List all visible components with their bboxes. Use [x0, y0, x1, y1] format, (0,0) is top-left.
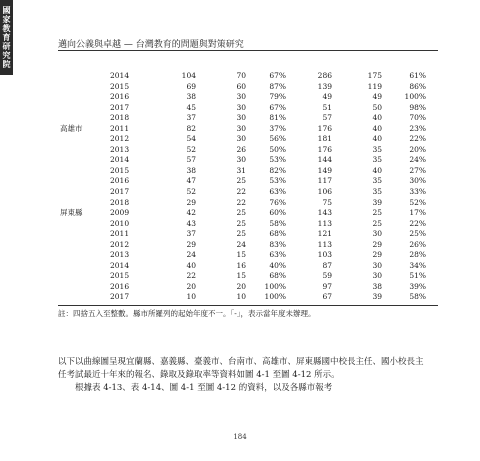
table-cell-year: 2011 — [110, 123, 130, 133]
table-cell-value: 25 — [236, 229, 246, 239]
table-cell-percent: 76% — [269, 197, 286, 207]
table-cell-year: 2015 — [110, 165, 130, 175]
table-cell-year: 2014 — [110, 155, 130, 165]
table-cell-value: 25 — [236, 218, 246, 228]
table-cell-year: 2018 — [110, 197, 130, 207]
table-cell-value: 51 — [322, 102, 332, 112]
table-cell-percent: 60% — [269, 208, 286, 218]
table-row — [58, 103, 440, 114]
table-row — [58, 271, 440, 282]
chapter-side-tab: 國家教育研究院 — [0, 0, 13, 75]
table-cell-city — [58, 103, 110, 114]
data-table — [58, 71, 440, 303]
table-cell-city — [58, 292, 110, 303]
table-cell-value: 30 — [236, 155, 246, 165]
table-cell-value: 144 — [317, 155, 332, 165]
table-cell-percent: 27% — [409, 165, 426, 175]
table-cell-value: 113 — [317, 239, 332, 249]
table-cell-value: 143 — [317, 208, 332, 218]
table-cell-city — [58, 134, 110, 145]
table-cell-value: 50 — [372, 102, 382, 112]
table-cell-city — [58, 219, 110, 230]
table-cell-value: 31 — [236, 165, 246, 175]
table-cell-city — [58, 145, 110, 156]
table-cell-value: 29 — [186, 239, 196, 249]
table-cell-year: 2017 — [110, 292, 130, 302]
table-cell-city: 屏東縣 — [60, 208, 83, 218]
table-cell-year: 2013 — [110, 144, 130, 154]
table-cell-percent: 82% — [269, 165, 286, 175]
table-cell-city — [58, 166, 110, 177]
table-cell-percent: 25% — [409, 229, 426, 239]
table-cell-value: 70 — [236, 71, 246, 80]
table-cell-percent: 20% — [409, 144, 426, 154]
table-cell-percent: 67% — [269, 102, 286, 112]
page-number: 184 — [233, 433, 247, 441]
table-cell-year: 2017 — [110, 187, 130, 197]
table-cell-value: 57 — [322, 113, 332, 123]
table-row — [58, 113, 440, 124]
table-cell-year: 2010 — [110, 218, 130, 228]
table-cell-value: 24 — [236, 239, 246, 249]
table-cell-city — [58, 187, 110, 198]
table-row — [58, 219, 440, 230]
table-row — [58, 176, 440, 187]
table-cell-value: 54 — [186, 134, 196, 144]
body-text — [58, 356, 428, 395]
table-cell-value: 49 — [372, 92, 382, 102]
table-cell-value: 25 — [236, 208, 246, 218]
table-cell-value: 29 — [372, 250, 382, 260]
table-cell-value: 139 — [317, 81, 332, 91]
table-cell-percent: 22% — [409, 134, 426, 144]
table-cell-value: 20 — [186, 281, 196, 291]
table-cell-percent: 26% — [409, 239, 426, 249]
table-cell-value: 67 — [322, 292, 332, 302]
table-cell-value: 69 — [186, 81, 196, 91]
table-row — [58, 145, 440, 156]
table-cell-value: 40 — [372, 123, 382, 133]
body-paragraph: 根據表 4-13、表 4-14、圖 4-1 至圖 4-12 的資料，以及各縣市報考 — [75, 383, 333, 393]
table-cell-city — [58, 176, 110, 187]
table-cell-year: 2013 — [110, 250, 130, 260]
table-cell-percent: 23% — [409, 123, 426, 133]
table-cell-value: 25 — [372, 208, 382, 218]
table-cell-percent: 70% — [409, 113, 426, 123]
table-cell-value: 40 — [372, 113, 382, 123]
table-cell-percent: 61% — [409, 71, 426, 80]
table-cell-value: 30 — [236, 123, 246, 133]
table-cell-year: 2009 — [110, 208, 130, 218]
table-cell-value: 42 — [186, 208, 196, 218]
table-cell-value: 40 — [372, 165, 382, 175]
header-rule — [58, 50, 438, 51]
table-row — [58, 124, 440, 135]
table-cell-percent: 37% — [269, 123, 286, 133]
table-cell-year: 2016 — [110, 176, 130, 186]
body-paragraph: 以下以曲線圖呈現宜蘭縣、嘉義縣、臺義市、台南市、高雄市、屏東縣國中校長主任、國小校長主任考試最近十年來的報名、錄取及錄取率等資料如圖 4-1 至圖 4-12 所示。 — [58, 357, 424, 380]
table-cell-value: 35 — [372, 176, 382, 186]
table-cell-value: 106 — [317, 187, 332, 197]
table-cell-value: 103 — [317, 250, 332, 260]
table-cell-year: 2016 — [110, 92, 130, 102]
table-cell-year: 2014 — [110, 71, 130, 80]
table-cell-city — [58, 271, 110, 282]
table-cell-value: 47 — [186, 176, 196, 186]
table-cell-value: 30 — [372, 271, 382, 281]
table-cell-value: 30 — [236, 102, 246, 112]
table-cell-value: 181 — [317, 134, 332, 144]
table-cell-value: 37 — [186, 113, 196, 123]
table-cell-percent: 51% — [409, 271, 426, 281]
table-row — [58, 71, 440, 82]
table-row — [58, 240, 440, 251]
table-cell-value: 26 — [236, 144, 246, 154]
table-cell-value: 82 — [186, 123, 196, 133]
table-cell-value: 97 — [322, 281, 332, 291]
table-cell-percent: 58% — [409, 292, 426, 302]
table-bottom-rule — [58, 305, 438, 306]
table-cell-year: 2015 — [110, 81, 130, 91]
table-cell-percent: 100% — [404, 92, 426, 102]
table-row — [58, 229, 440, 240]
table-cell-value: 113 — [317, 218, 332, 228]
table-cell-value: 45 — [186, 102, 196, 112]
table-cell-value: 40 — [372, 134, 382, 144]
table-cell-value: 52 — [186, 144, 196, 154]
table-cell-value: 43 — [186, 218, 196, 228]
table-cell-percent: 100% — [264, 292, 286, 302]
table-cell-value: 176 — [317, 123, 332, 133]
table-cell-value: 10 — [236, 292, 246, 302]
table-cell-value: 60 — [236, 81, 246, 91]
table-cell-city — [58, 155, 110, 166]
table-cell-percent: 34% — [409, 260, 426, 270]
table-cell-city — [58, 261, 110, 272]
table-cell-value: 35 — [372, 144, 382, 154]
table-cell-value: 117 — [317, 176, 332, 186]
table-cell-value: 175 — [367, 71, 382, 80]
table-cell-percent: 40% — [269, 260, 286, 270]
table-row — [58, 198, 440, 209]
table-cell-city — [58, 282, 110, 293]
table-cell-value: 38 — [186, 165, 196, 175]
table-cell-city — [58, 250, 110, 261]
table-cell-percent: 52% — [409, 197, 426, 207]
table-cell-percent: 81% — [269, 113, 286, 123]
running-head: 邁向公義與卓越 — 台灣教育的問題與對策研究 — [58, 40, 244, 50]
table-row — [58, 261, 440, 272]
table-cell-value: 15 — [236, 250, 246, 260]
table-cell-percent: 87% — [269, 81, 286, 91]
table-cell-year: 2018 — [110, 113, 130, 123]
table-cell-city — [58, 92, 110, 103]
table-cell-year: 2012 — [110, 134, 130, 144]
table-cell-year: 2012 — [110, 239, 130, 249]
table-note: 註：四捨五入至整數。縣市所羅列的起始年度不一。「-」，表示當年度未辦理。 — [58, 309, 316, 318]
table-cell-value: 24 — [186, 250, 196, 260]
table-cell-percent: 17% — [409, 208, 426, 218]
table-cell-value: 59 — [322, 271, 332, 281]
table-cell-percent: 53% — [269, 176, 286, 186]
table-row — [58, 82, 440, 93]
table-cell-percent: 63% — [269, 187, 286, 197]
table-cell-city — [58, 198, 110, 209]
table-cell-value: 149 — [317, 165, 332, 175]
table-cell-value: 30 — [236, 134, 246, 144]
table-cell-percent: 86% — [409, 81, 426, 91]
table-cell-value: 52 — [186, 187, 196, 197]
table-cell-city — [58, 82, 110, 93]
table-cell-value: 29 — [186, 197, 196, 207]
table-cell-value: 35 — [372, 187, 382, 197]
table-cell-city — [58, 71, 110, 82]
table-row — [58, 187, 440, 198]
table-row — [58, 92, 440, 103]
table-cell-value: 87 — [322, 260, 332, 270]
table-cell-value: 20 — [236, 281, 246, 291]
table-row — [58, 155, 440, 166]
table-cell-value: 30 — [372, 260, 382, 270]
table-row — [58, 250, 440, 261]
table-cell-value: 15 — [236, 271, 246, 281]
table-cell-value: 35 — [372, 155, 382, 165]
table-cell-percent: 24% — [409, 155, 426, 165]
table-cell-value: 39 — [372, 197, 382, 207]
table-cell-value: 49 — [322, 92, 332, 102]
table-cell-value: 16 — [236, 260, 246, 270]
table-cell-year: 2015 — [110, 271, 130, 281]
table-cell-percent: 33% — [409, 187, 426, 197]
table-cell-percent: 53% — [269, 155, 286, 165]
table-cell-city — [58, 113, 110, 124]
table-cell-percent: 68% — [269, 271, 286, 281]
table-cell-percent: 83% — [269, 239, 286, 249]
table-cell-percent: 28% — [409, 250, 426, 260]
table-cell-year: 2011 — [110, 229, 130, 239]
table-cell-percent: 67% — [269, 71, 286, 80]
table-cell-value: 30 — [236, 92, 246, 102]
table-cell-value: 22 — [186, 271, 196, 281]
table-cell-value: 30 — [236, 113, 246, 123]
table-cell-value: 104 — [181, 71, 196, 80]
table-cell-year: 2017 — [110, 102, 130, 112]
table-cell-value: 38 — [186, 92, 196, 102]
table-row — [58, 292, 440, 303]
table-cell-value: 30 — [372, 229, 382, 239]
table-cell-value: 22 — [236, 197, 246, 207]
table-cell-percent: 98% — [409, 102, 426, 112]
table-cell-value: 39 — [372, 292, 382, 302]
table-cell-year: 2014 — [110, 260, 130, 270]
table-cell-city — [58, 240, 110, 251]
table-cell-value: 176 — [317, 144, 332, 154]
table-cell-value: 29 — [372, 239, 382, 249]
table-cell-value: 37 — [186, 229, 196, 239]
table-cell-value: 25 — [236, 176, 246, 186]
table-cell-percent: 79% — [269, 92, 286, 102]
table-cell-percent: 50% — [269, 144, 286, 154]
table-cell-percent: 68% — [269, 229, 286, 239]
table-cell-value: 10 — [186, 292, 196, 302]
table-cell-percent: 100% — [264, 281, 286, 291]
table-cell-city: 高雄市 — [60, 123, 83, 133]
table-cell-percent: 39% — [409, 281, 426, 291]
table-cell-value: 25 — [372, 218, 382, 228]
table-cell-percent: 63% — [269, 250, 286, 260]
table-row — [58, 208, 440, 219]
table-cell-value: 40 — [186, 260, 196, 270]
table-cell-value: 22 — [236, 187, 246, 197]
table-cell-value: 75 — [322, 197, 332, 207]
table-row — [58, 282, 440, 293]
table-cell-value: 119 — [367, 81, 382, 91]
table-cell-percent: 56% — [269, 134, 286, 144]
table-row — [58, 134, 440, 145]
table-cell-value: 57 — [186, 155, 196, 165]
table-cell-year: 2016 — [110, 281, 130, 291]
table-cell-percent: 22% — [409, 218, 426, 228]
table-cell-value: 286 — [317, 71, 332, 80]
table-cell-value: 121 — [317, 229, 332, 239]
table-cell-percent: 58% — [269, 218, 286, 228]
table-cell-percent: 30% — [409, 176, 426, 186]
table-cell-value: 38 — [372, 281, 382, 291]
table-cell-city — [58, 229, 110, 240]
table-row — [58, 166, 440, 177]
